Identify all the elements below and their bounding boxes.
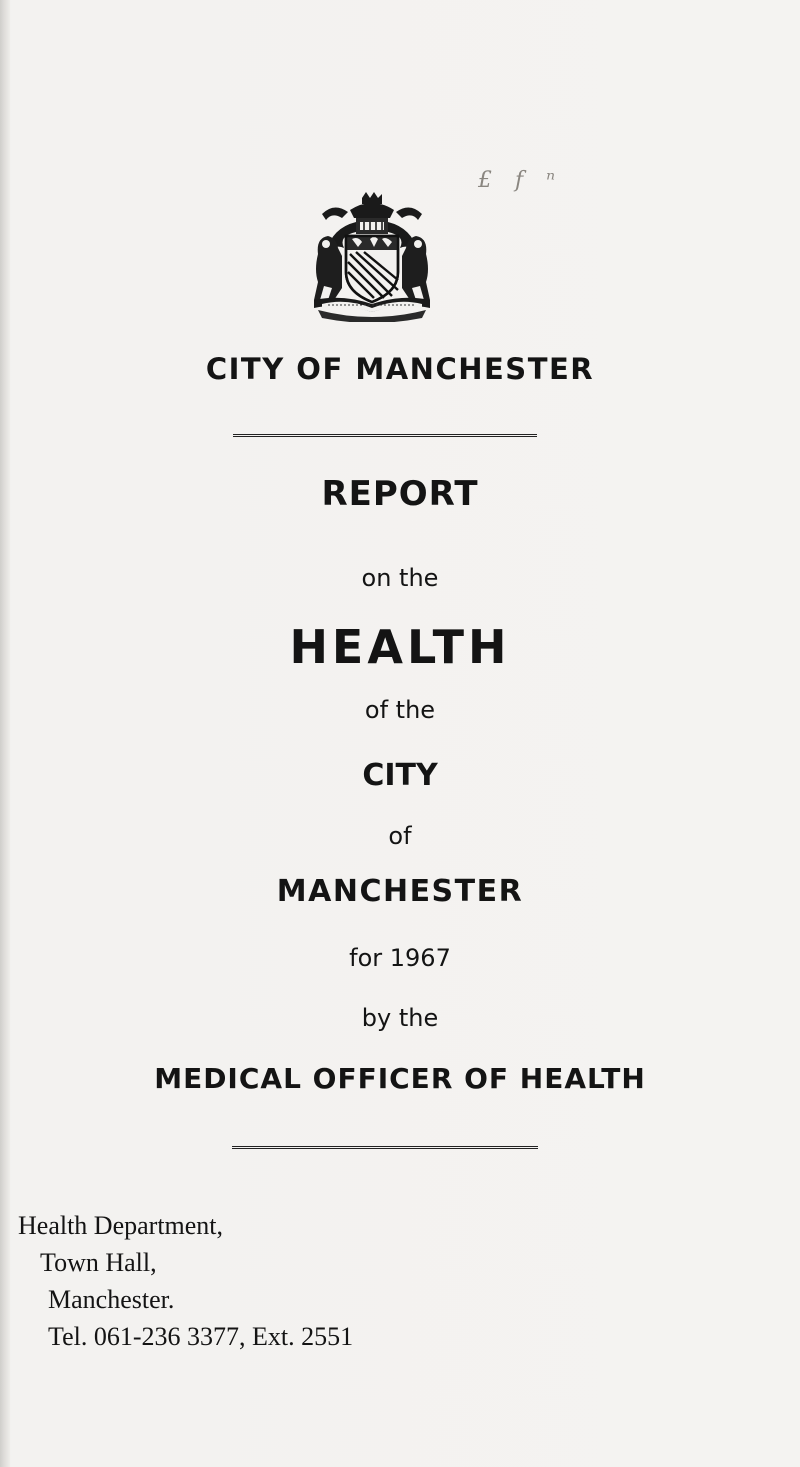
divider-top xyxy=(233,434,537,437)
binding-edge xyxy=(0,0,10,1467)
manchester-title: MANCHESTER xyxy=(276,874,524,909)
of-the-text: of the xyxy=(364,696,436,724)
on-the-text: on the xyxy=(361,564,439,592)
health-title: HEALTH xyxy=(289,620,511,674)
address-block xyxy=(18,1207,353,1355)
officer-title: MEDICAL OFFICER OF HEALTH xyxy=(154,1062,646,1095)
report-title: REPORT xyxy=(321,474,479,514)
address-line-city: Manchester. xyxy=(48,1285,175,1314)
city-title: CITY OF MANCHESTER xyxy=(205,352,595,386)
divider-bottom xyxy=(232,1146,538,1149)
address-line-telephone: Tel. 061-236 3377, Ext. 2551 xyxy=(48,1322,354,1351)
coat-of-arms-icon xyxy=(312,192,432,322)
of-text: of xyxy=(388,822,412,850)
city-word: CITY xyxy=(362,758,438,793)
address-line-town-hall: Town Hall, xyxy=(40,1248,157,1277)
address-line-department: Health Department, xyxy=(18,1211,224,1240)
report-year: for 1967 xyxy=(349,944,451,972)
handwritten-note: £ f ⁿ xyxy=(478,168,564,193)
by-the-text: by the xyxy=(361,1004,439,1032)
